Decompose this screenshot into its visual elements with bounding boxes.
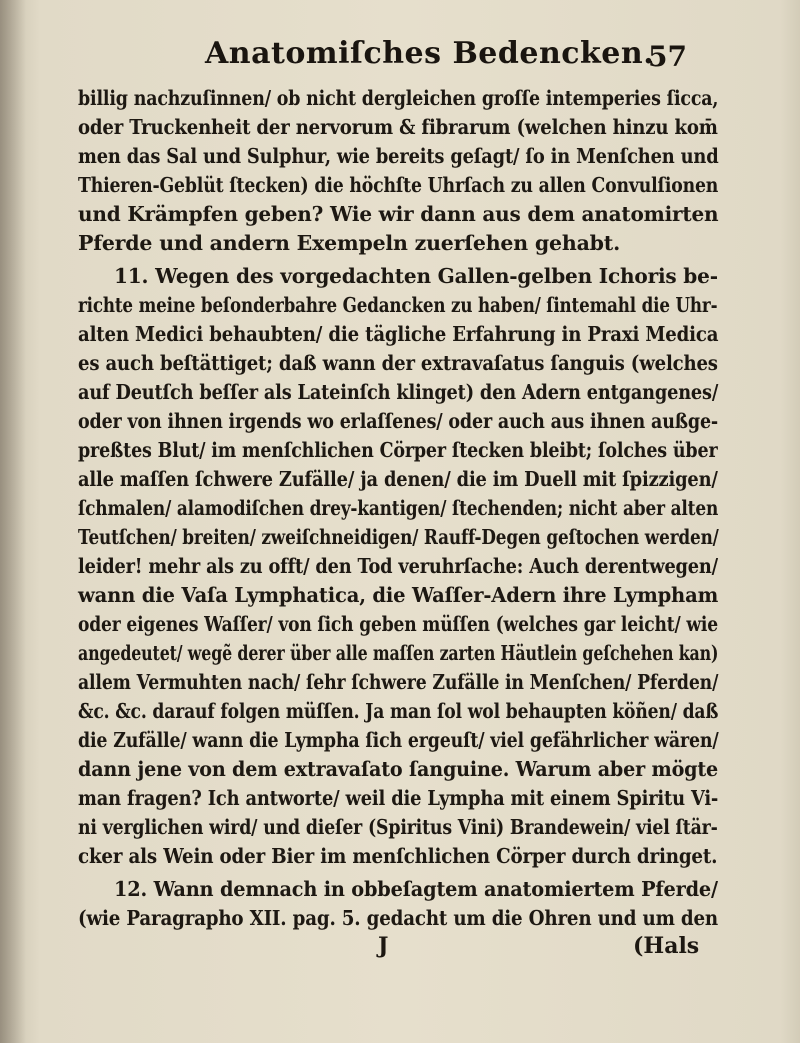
text-line: ni verglichen wird/ und dieſer (Spiritus Vini) Brandewein/ viel ſtär- bbox=[78, 815, 718, 839]
signature-line bbox=[78, 933, 718, 963]
text-line: alle maſſen ſchwere Zufälle/ ja denen/ die im Duell mit ſpizzigen/ bbox=[78, 467, 718, 491]
text-line: auf Deutſch beſſer als Lateinſch klinget) den Adern entgangenes/ bbox=[78, 380, 719, 404]
paragraph-11-start: 11. Wegen des vorgedachten Gallen-gelben Ichoris be- bbox=[114, 264, 718, 288]
gutter-shadow bbox=[0, 0, 26, 1043]
text-line: billig nachzuſinnen/ ob nicht dergleichen groſſe intemperies ſicca, bbox=[78, 86, 719, 110]
text-line: allem Vermuhten nach/ ſehr ſchwere Zufälle in Menſchen/ Pferden/ bbox=[78, 670, 719, 694]
text-line: richte meine beſonderbahre Gedancken zu haben/ ſintemahl die Uhr- bbox=[78, 293, 718, 317]
page-header bbox=[0, 34, 800, 84]
text-line: Pferde und andern Exempeln zuerſehen gehabt. bbox=[78, 231, 621, 255]
running-title: Anatomiſches Bedencken. bbox=[205, 36, 655, 71]
page-number: 57 bbox=[648, 40, 687, 73]
text-line: (wie Paragrapho XII. pag. 5. gedacht um die Ohren und um den bbox=[78, 906, 718, 930]
text-line: und Krämpfen geben? Wie wir dann aus dem anatomirten bbox=[78, 202, 719, 226]
text-line: Thieren-Geblüt ſtecken) die höchſte Uhrſach zu allen Convulſionen bbox=[78, 173, 719, 197]
text-line: cker als Wein oder Bier im menſchlichen Cörper durch dringet. bbox=[78, 844, 718, 868]
text-line: dann jene von dem extravaſato ſanguine. Warum aber mögte bbox=[78, 757, 719, 781]
text-line: man fragen? Ich antworte/ weil die Lympha mit einem Spiritu Vi- bbox=[78, 786, 719, 810]
text-line: men das Sal und Sulphur, wie bereits geſagt/ ſo in Menſchen und bbox=[78, 144, 719, 168]
text-line: preßtes Blut/ im menſchlichen Cörper ſtecken bleibt; ſolches über bbox=[78, 438, 718, 462]
text-line: leider! mehr als zu offt/ den Tod veruhrſache: Auch derentwegen/ bbox=[78, 554, 718, 578]
text-line: angedeutet/ wegẽ derer über alle maſſen zarten Häutlein geſchehen kan) bbox=[78, 641, 719, 665]
paragraph-12-start: 12. Wann demnach in obbeſagtem anatomiertem Pferde/ bbox=[114, 877, 718, 901]
text-line: es auch beſtättiget; daß wann der extravaſatus ſanguis (welches bbox=[78, 351, 718, 375]
text-line: oder von ihnen irgends wo erlaſſenes/ oder auch aus ihnen außge- bbox=[78, 409, 719, 433]
text-line: wann die Vaſa Lymphatica, die Waſſer-Adern ihre Lympham bbox=[78, 583, 719, 607]
text-line: ſchmalen/ alamodiſchen drey-kantigen/ ſtechenden; nicht aber alten bbox=[78, 496, 719, 520]
text-line: Teutſchen/ breiten/ zweiſchneidigen/ Rauff-Degen geſtochen werden/ bbox=[78, 525, 719, 549]
catchword: (Hals bbox=[633, 933, 700, 959]
text-line: &c. &c. darauf folgen müſſen. Ja man ſol wol behaupten köñen/ daß bbox=[78, 699, 719, 723]
text-line: die Zufälle/ wann die Lympha ſich ergeuſt/ viel gefährlicher wären/ bbox=[78, 728, 719, 752]
text-line: alten Medici behaubten/ die tägliche Erfahrung in Praxi Medica bbox=[78, 322, 719, 346]
signature-mark: J bbox=[378, 933, 389, 959]
text-line: oder eigenes Waſſer/ von ſich geben müſſen (welches gar leicht/ wie bbox=[78, 612, 718, 636]
text-line: oder Truckenheit der nervorum & fibrarum (welchen hinzu kom̄ bbox=[78, 115, 718, 139]
